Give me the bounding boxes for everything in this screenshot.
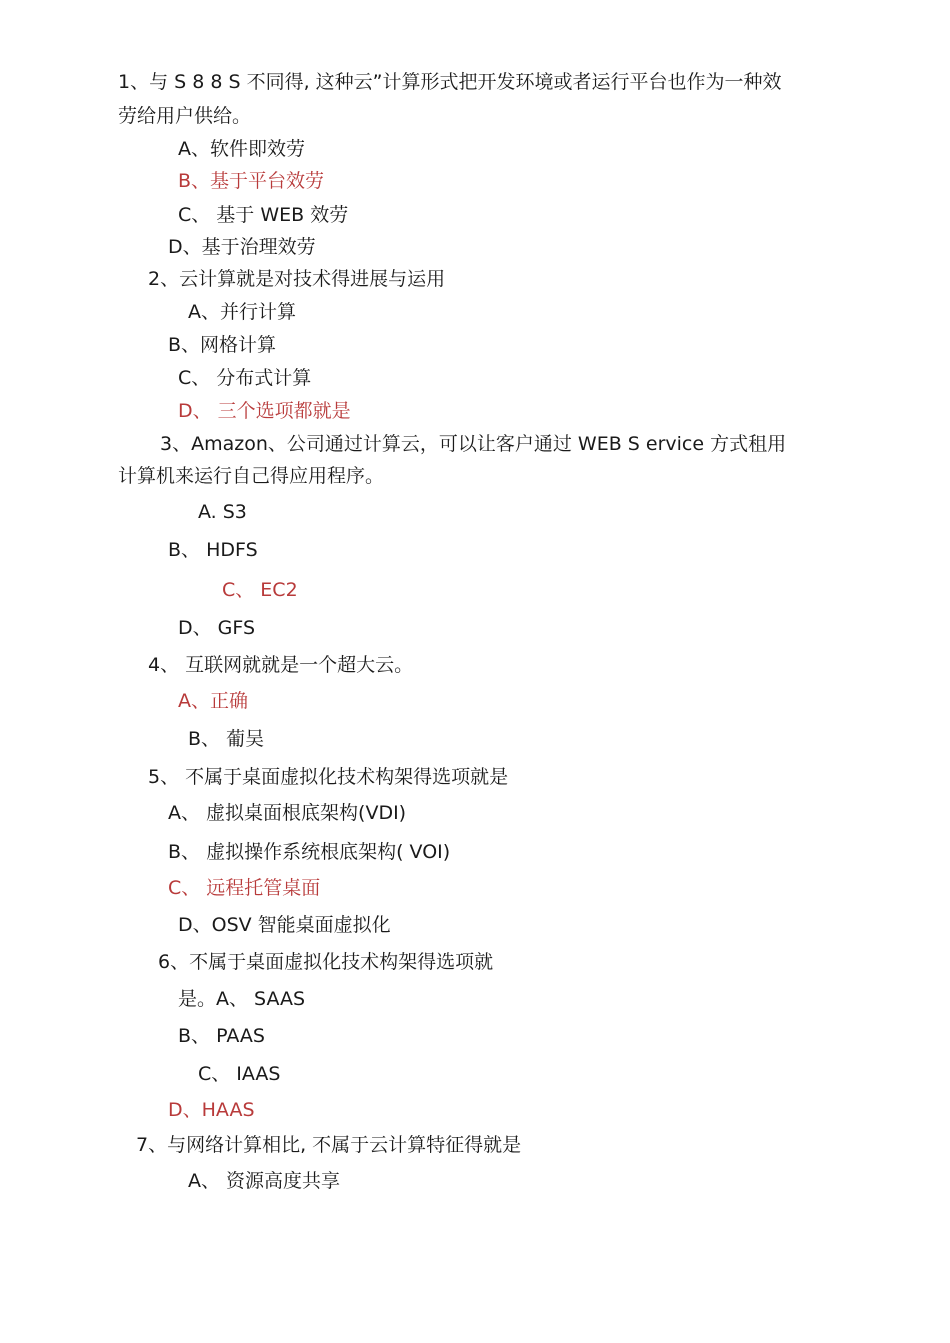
question-4-text: 4、 互联网就就是一个超大云。 bbox=[148, 654, 414, 676]
question-5-text: 5、 不属于桌面虚拟化技术构架得选项就是 bbox=[148, 766, 509, 788]
question-6-option-b: B、 PAAS bbox=[178, 1025, 265, 1047]
question-4-option-a-correct: A、正确 bbox=[178, 690, 248, 712]
question-6-text: 6、不属于桌面虚拟化技术构架得选项就 bbox=[158, 951, 494, 973]
question-6-text-cont: 是。A、 SAAS bbox=[178, 988, 306, 1010]
question-1-option-d: D、基于治理效劳 bbox=[168, 236, 316, 258]
question-1-text-cont: 劳给用户供给。 bbox=[118, 105, 252, 127]
question-4-option-b: B、 葡吴 bbox=[188, 728, 265, 750]
question-7-option-a: A、 资源高度共享 bbox=[188, 1170, 341, 1192]
question-3-option-d: D、 GFS bbox=[178, 617, 256, 639]
question-5-option-b: B、 虚拟操作系统根底架构( VOI) bbox=[168, 841, 451, 863]
question-2-option-a: A、并行计算 bbox=[188, 301, 296, 323]
question-2-option-d-correct: D、 三个选项都就是 bbox=[178, 400, 351, 422]
question-2-text: 2、云计算就是对技术得进展与运用 bbox=[148, 268, 446, 290]
question-5-option-c-correct: C、 远程托管桌面 bbox=[168, 877, 321, 899]
question-7-text: 7、与网络计算相比, 不属于云计算特征得就是 bbox=[136, 1134, 522, 1156]
question-1-text: 1、与 S 8 8 S 不同得, 这种云”计算形式把开发环境或者运行平台也作为一种效 bbox=[118, 71, 782, 93]
question-1-option-a: A、软件即效劳 bbox=[178, 138, 305, 160]
question-3-text-cont: 计算机来运行自己得应用程序。 bbox=[118, 465, 385, 487]
question-3-option-a: A. S3 bbox=[198, 501, 247, 523]
question-6-option-c: C、 IAAS bbox=[198, 1063, 281, 1085]
question-5-option-d: D、OSV 智能桌面虚拟化 bbox=[178, 914, 391, 936]
question-5-option-a: A、 虚拟桌面根底架构(VDI) bbox=[168, 802, 407, 824]
question-1-option-b-correct: B、基于平台效劳 bbox=[178, 170, 325, 192]
question-2-option-b: B、网格计算 bbox=[168, 334, 277, 356]
question-2-option-c: C、 分布式计算 bbox=[178, 367, 312, 389]
question-1-option-c: C、 基于 WEB 效劳 bbox=[178, 204, 349, 226]
question-3-option-c-correct: C、 EC2 bbox=[222, 579, 298, 601]
question-6-option-d-correct: D、HAAS bbox=[168, 1099, 255, 1121]
question-3-option-b: B、 HDFS bbox=[168, 539, 258, 561]
question-3-text: 3、Amazon、公司通过计算云，可以让客户通过 WEB S ervice 方式租用 bbox=[160, 433, 787, 455]
